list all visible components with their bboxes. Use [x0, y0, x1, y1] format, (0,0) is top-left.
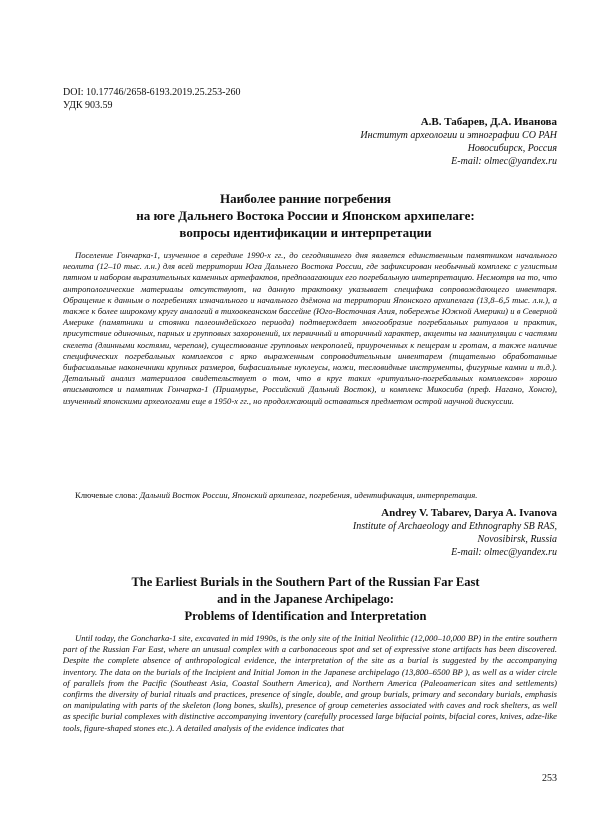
udk-line: УДК 903.59 [63, 100, 113, 111]
title-en [40, 574, 571, 625]
email-ru[interactable]: E-mail: olmec@yandex.ru [451, 156, 557, 167]
doi-line[interactable]: DOI: 10.17746/2658-6193.2019.25.253-260 [63, 87, 241, 98]
title-en-line-2: and in the Japanese Archipelago: [217, 592, 394, 606]
city-en: Novosibirsk, Russia [477, 534, 557, 545]
title-ru [40, 190, 571, 241]
title-en-line-3: Problems of Identification and Interpretation [184, 609, 427, 623]
institute-ru: Институт археологии и этнографии СО РАН [360, 130, 557, 141]
email-en[interactable]: E-mail: olmec@yandex.ru [451, 547, 557, 558]
abstract-en: Until today, the Goncharka-1 site, excavated in mid 1990s, is the only site of the Initial Neolithic (12,000–10,000 BP) in the entire southern part of the Russian Far East, where an unusual complex with a carbonaceous spot and set of expressive stone artifacts has been discovered. Despite the complete absence of anthropological evidence, the interpretation of the site as a burial is suggested by the accompanying inventory. The data on the burials of the Incipient and Initial Jomon in the Japanese archipelago (13,800–6500 BP ), as well as a wider circle of parallels from the Pacific (Southeast Asia, Coastal Southern America), and Northern America (Paleoamerican sites and settlements) confirms the diversity of burial rituals and practices, presence of single, double, and group burials, primary and secondary burials, emphasis on manipulating with parts of the skeleton (long bones, skulls), presence of group cemeteries associated with caves and rock shelters, as well as specific burial complexes with distinctive accompanying inventory (carefully processed large bifacial points, bifacial cores, knives, adze-like tools, figure-shaped stones etc.). A detailed analysis of the evidence indicates that [63, 633, 557, 733]
abstract-ru: Поселение Гончарка-1, изученное в середине 1990-х гг., до сегодняшнего дня является единственным памятником начального неолита (12–10 тыс. л.н.) для всей территории Юга Дальнего Востока России, где зафиксирован необычный комплекс с углистым пятном и набором выразительных каменных артефактов, предполагающих его погребальную интерпретацию. Несмотря на то, что антропологические материалы отсутствуют, на данную трактовку указывает специфика сопровождающего инвентаря. Обращение к данным о погребениях изначального и начального дзёмона на территории Японского архипелага (13,8–6,5 тыс. л.н.), а также к более широкому кругу аналогий в тихоокеанском бассейне (Юго-Восточная Азия, побережье Южной Америки) и в Северной Америке (памятники и стоянки палеоиндейского периода) подтверждает многообразие погребальных ритуалов и практик, присутствие одиночных, парных и групповых захоронений, их первичный и вторичный характер, акценты на манипуляции с частями скелета (длинными костями, черепом), существование групповых некрополей, приуроченных к пещерам и гротам, а также наличие специфических погребальных комплексов с ярко выраженным сопроводительным инвентарем (тщательно обработанные бифасиальные наконечники крупных размеров, бифасиальные нуклеусы, ножи, тесловидные инструменты, фигурные камни и т.д.). Детальный анализ материалов свидетельствует о том, что в круг таких «ритуально-погребальных комплексов» хорошо вписываются и памятник Гончарка-1 (Приамурье, Российский Дальний Восток), и комплекс Микосиба (преф. Нагано, Хонсю), изученный японскими археологами еще в 1950-х гг., но продолжающий оставаться предметом острой научной дискуссии. [63, 250, 557, 406]
title-ru-line-3: вопросы идентификации и интерпретации [179, 225, 432, 240]
authors-block-ru [360, 115, 557, 168]
authors-ru: А.В. Табарев, Д.А. Иванова [420, 116, 557, 128]
title-ru-line-2: на юге Дальнего Востока России и Японском архипелаге: [136, 208, 475, 223]
keywords-ru [63, 490, 557, 501]
city-ru: Новосибирск, Россия [467, 143, 557, 154]
title-en-line-1: The Earliest Burials in the Southern Part of the Russian Far East [131, 575, 480, 589]
keywords-label: Ключевые слова: [75, 490, 138, 500]
title-ru-line-1: Наиболее ранние погребения [219, 191, 392, 206]
keywords-text: Дальний Восток России, Японский архипелаг, погребения, идентификация, интерпретация. [139, 490, 478, 500]
page-number: 253 [542, 773, 557, 784]
article-meta [63, 86, 241, 112]
authors-block-en [353, 506, 557, 559]
authors-en: Andrey V. Tabarev, Darya A. Ivanova [381, 507, 557, 519]
institute-en: Institute of Archaeology and Ethnography SB RAS, [352, 521, 557, 532]
